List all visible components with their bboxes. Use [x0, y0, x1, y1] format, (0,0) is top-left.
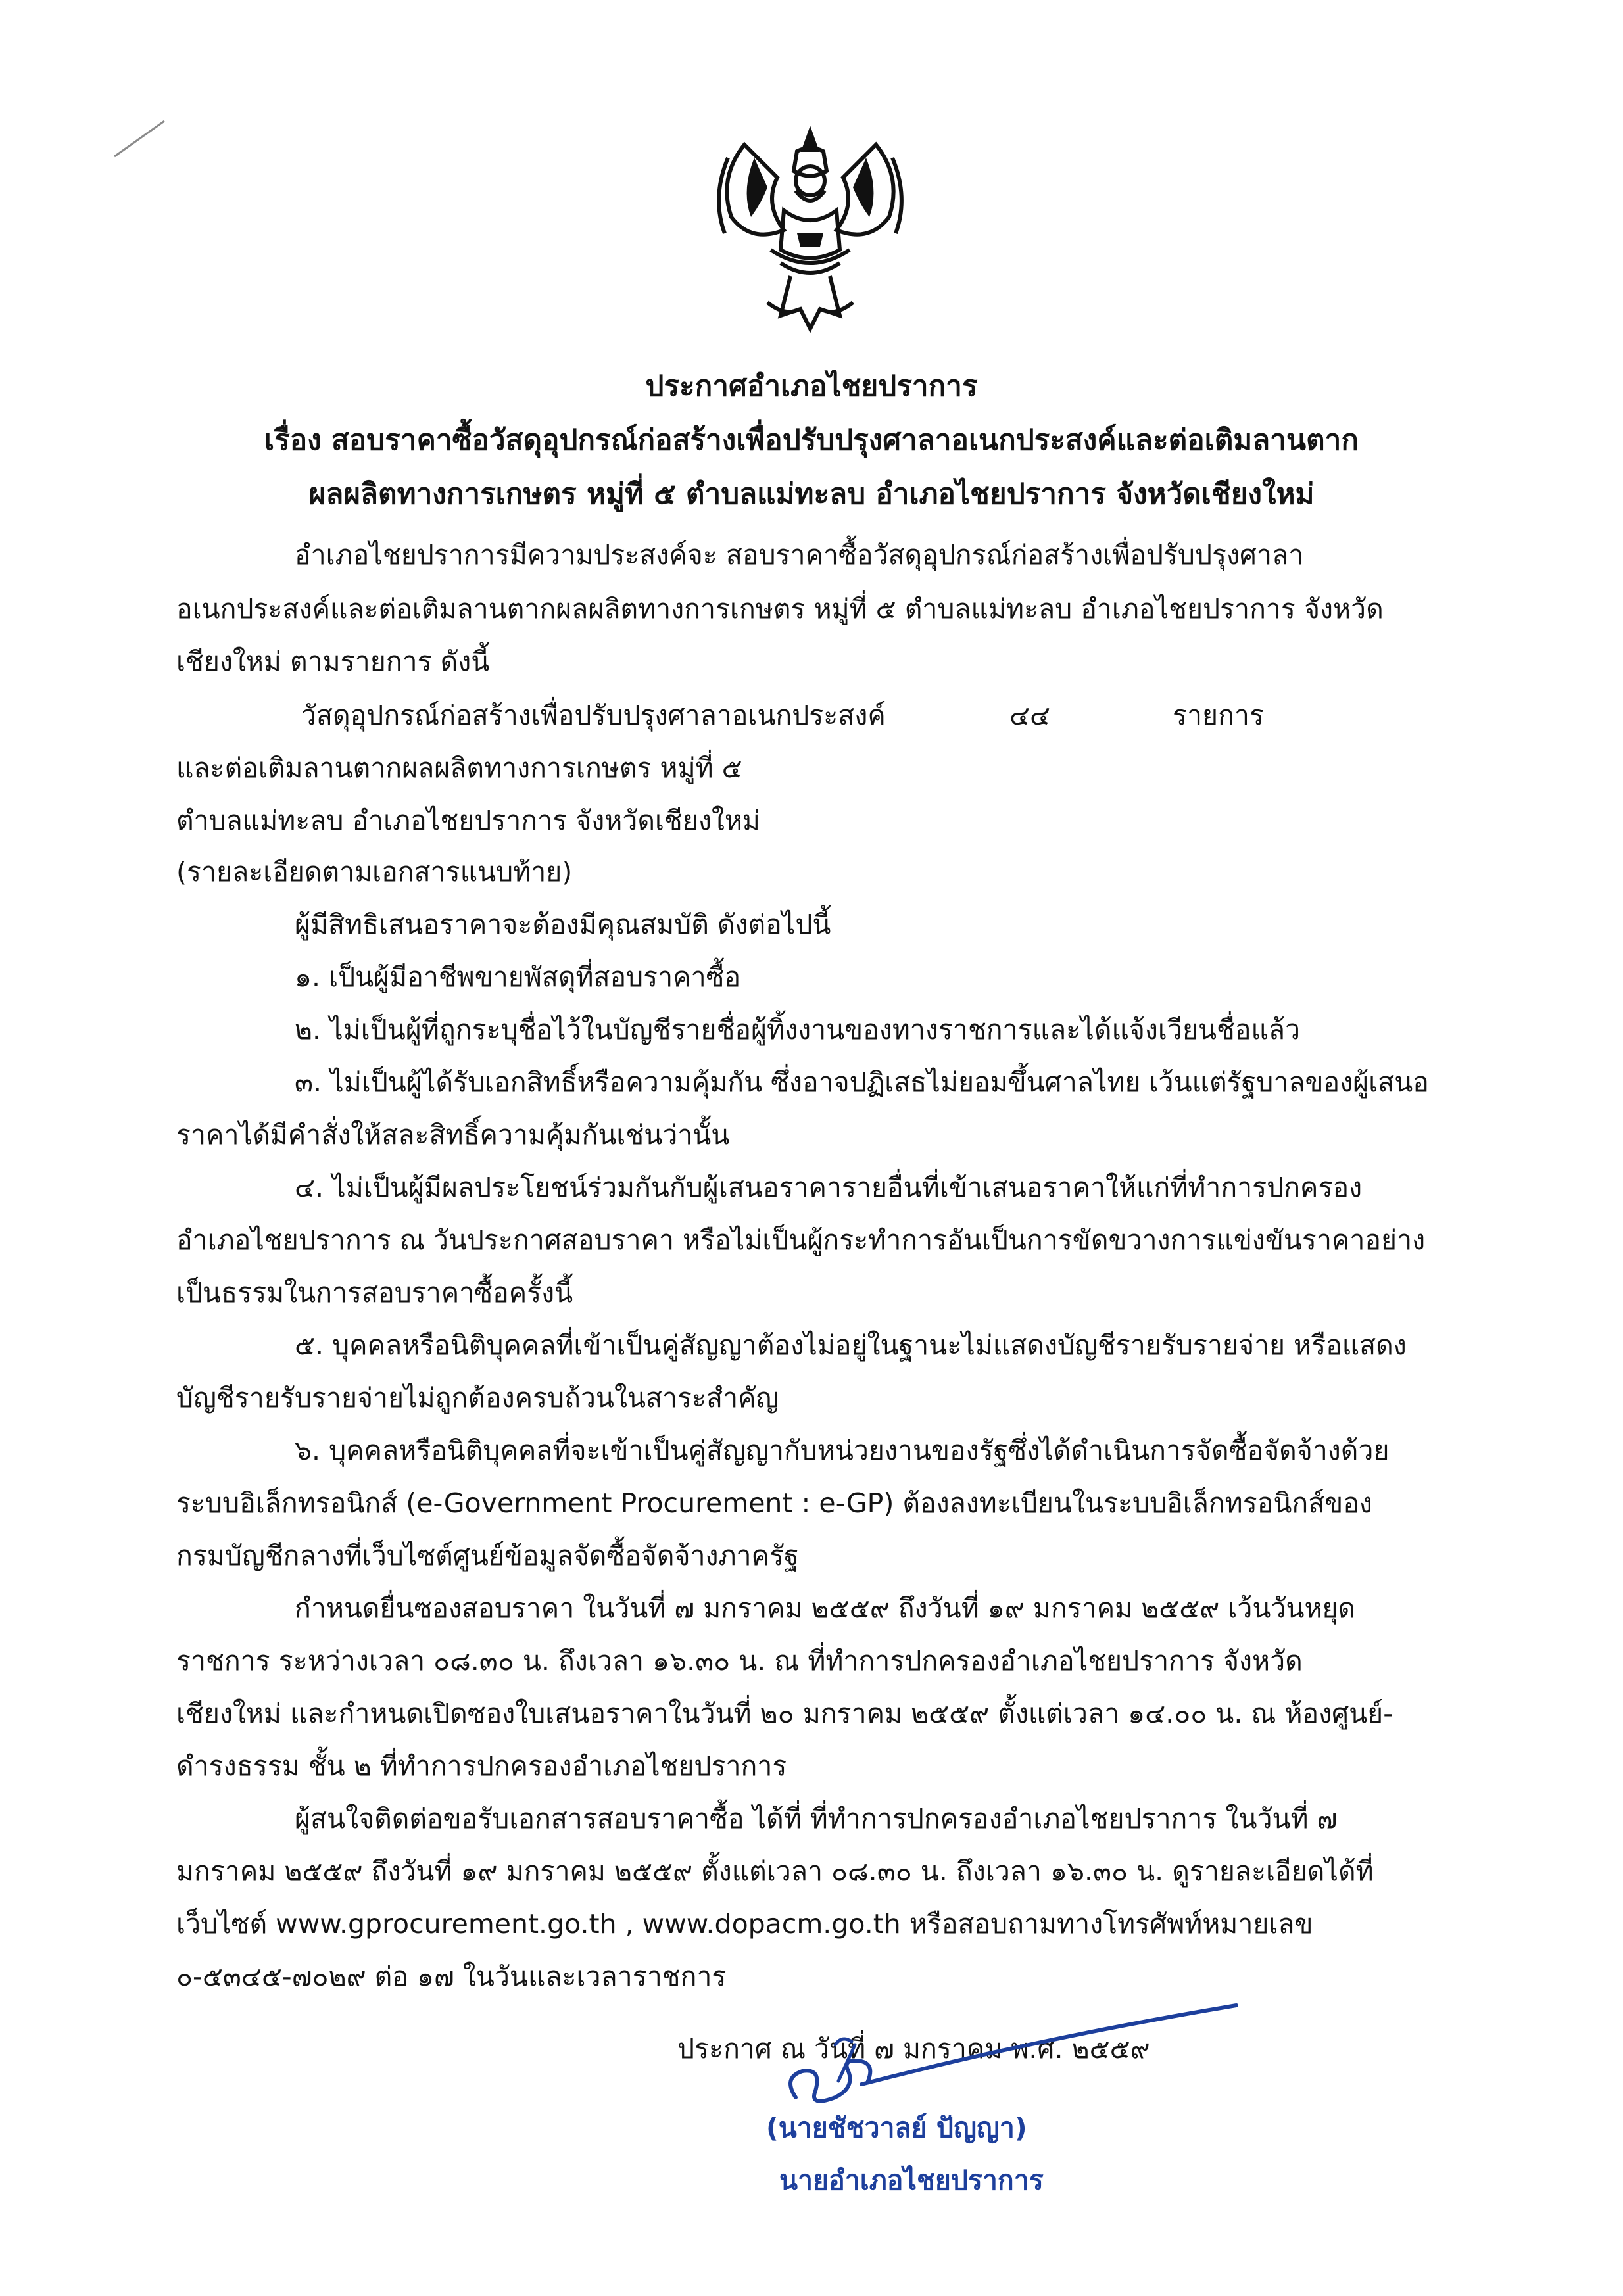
pen-stroke-mark: [110, 116, 170, 162]
intro-line: อำเภอไชยปราการมีความประสงค์จะ สอบราคาซื้อวัสดุอุปกรณ์ก่อสร้างเพื่อปรับปรุงศาลา: [295, 539, 1304, 571]
signer-title: นายอำเภอไชยปราการ: [779, 2164, 1044, 2196]
announcement-title: ประกาศอำเภอไชยปราการ: [645, 370, 978, 403]
item-name: วัสดุอุปกรณ์ก่อสร้างเพื่อปรับปรุงศาลาอเนกประสงค์: [301, 700, 886, 731]
announcement-subject-line-2: ผลผลิตทางการเกษตร หมู่ที่ ๕ ตำบลแม่ทะลบ อำเภอไชยปราการ จังหวัดเชียงใหม่: [308, 477, 1315, 511]
contact-line: ผู้สนใจติดต่อขอรับเอกสารสอบราคาซื้อ ได้ที่ ที่ทำการปกครองอำเภอไชยปราการ ในวันที่ ๗: [295, 1803, 1338, 1834]
announcement-date: ประกาศ ณ วันที่ ๗ มกราคม พ.ศ. ๒๕๕๙: [677, 2033, 1150, 2065]
qualifications-intro: ผู้มีสิทธิเสนอราคาจะต้องมีคุณสมบัติ ดังต่อไปนี้: [295, 909, 831, 940]
qualification-item: ๕. บุคคลหรือนิติบุคคลที่เข้าเป็นคู่สัญญาต้องไม่อยู่ในฐานะไม่แสดงบัญชีรายรับรายจ่าย หรือแสดง: [295, 1329, 1407, 1361]
signer-name: (นายชัชวาลย์ ปัญญา): [766, 2112, 1027, 2143]
qualification-item: ๑. เป็นผู้มีอาชีพขายพัสดุที่สอบราคาซื้อ: [295, 961, 741, 993]
schedule-line: กำหนดยื่นซองสอบราคา ในวันที่ ๗ มกราคม ๒๕๕๙ ถึงวันที่ ๑๙ มกราคม ๒๕๕๙ เว้นวันหยุด: [295, 1592, 1356, 1624]
item-unit: รายการ: [1173, 700, 1264, 731]
qualification-item: ระบบอิเล็กทรอนิกส์ (e-Government Procurement : e-GP) ต้องลงทะเบียนในระบบอิเล็กทรอนิกส์ของ: [176, 1487, 1372, 1519]
qualification-item: ๖. บุคคลหรือนิติบุคคลที่จะเข้าเป็นคู่สัญญากับหน่วยงานของรัฐซึ่งได้ดำเนินการจัดซื้อจัดจ้างด้วย: [295, 1435, 1390, 1466]
handwritten-signature: [776, 1999, 1249, 2117]
qualification-item: บัญชีรายรับรายจ่ายไม่ถูกต้องครบถ้วนในสาระสำคัญ: [176, 1382, 779, 1414]
qualification-item: อำเภอไชยปราการ ณ วันประกาศสอบราคา หรือไม่เป็นผู้กระทำการอันเป็นการขัดขวางการแข่งขันราคาอย่าง: [176, 1224, 1426, 1256]
qualification-item: ราคาได้มีคำสั่งให้สละสิทธิ์ความคุ้มกันเช่นว่านั้น: [176, 1119, 730, 1151]
schedule-line: เชียงใหม่ และกำหนดเปิดซองใบเสนอราคาในวันที่ ๒๐ มกราคม ๒๕๕๙ ตั้งแต่เวลา ๑๔.๐๐ น. ณ ห้องศูนย์-: [176, 1698, 1393, 1729]
qualification-item: ๒. ไม่เป็นผู้ที่ถูกระบุชื่อไว้ในบัญชีรายชื่อผู้ทิ้งงานของทางราชการและได้แจ้งเวียนชื่อแล้ว: [295, 1014, 1301, 1045]
contact-line: มกราคม ๒๕๕๙ ถึงวันที่ ๑๙ มกราคม ๒๕๕๙ ตั้งแต่เวลา ๐๘.๓๐ น. ถึงเวลา ๑๖.๓๐ น. ดูรายละเอียดได้ที่: [176, 1855, 1374, 1887]
qualification-item: ๔. ไม่เป็นผู้มีผลประโยชน์ร่วมกันกับผู้เสนอราคารายอื่นที่เข้าเสนอราคาให้แก่ที่ทำการปกครอง: [295, 1172, 1363, 1203]
schedule-line: ราชการ ระหว่างเวลา ๐๘.๓๐ น. ถึงเวลา ๑๖.๓๐ น. ณ ที่ทำการปกครองอำเภอไชยปราการ จังหวัด: [176, 1645, 1303, 1677]
intro-line: อเนกประสงค์และต่อเติมลานตากผลผลิตทางการเกษตร หมู่ที่ ๕ ตำบลแม่ทะลบ อำเภอไชยปราการ จังหวัด: [176, 593, 1384, 625]
item-quantity: ๔๔: [1009, 700, 1051, 731]
contact-line: ๐-๕๓๔๕-๗๐๒๙ ต่อ ๑๗ ในวันและเวลาราชการ: [176, 1961, 727, 1992]
item-note: (รายละเอียดตามเอกสารแนบท้าย): [176, 856, 573, 888]
garuda-emblem-icon: [705, 118, 915, 342]
qualification-item: กรมบัญชีกลางที่เว็บไซต์ศูนย์ข้อมูลจัดซื้อจัดจ้างภาครัฐ: [176, 1540, 799, 1571]
announcement-subject-line-1: เรื่อง สอบราคาซื้อวัสดุอุปกรณ์ก่อสร้างเพื่อปรับปรุงศาลาอเนกประสงค์และต่อเติมลานตาก: [264, 423, 1359, 457]
schedule-line: ดำรงธรรม ชั้น ๒ ที่ทำการปกครองอำเภอไชยปราการ: [176, 1750, 787, 1782]
intro-line: เชียงใหม่ ตามรายการ ดังนี้: [176, 646, 490, 677]
item-name: ตำบลแม่ทะลบ อำเภอไชยปราการ จังหวัดเชียงใหม่: [176, 805, 760, 836]
qualification-item: ๓. ไม่เป็นผู้ได้รับเอกสิทธิ์หรือความคุ้มกัน ซึ่งอาจปฏิเสธไม่ยอมขึ้นศาลไทย เว้นแต่รัฐบาลของผู้เสนอ: [295, 1066, 1429, 1098]
qualification-item: เป็นธรรมในการสอบราคาซื้อครั้งนี้: [176, 1277, 573, 1308]
contact-line: เว็บไซต์ www.gprocurement.go.th , www.dopacm.go.th หรือสอบถามทางโทรศัพท์หมายเลข: [176, 1908, 1313, 1940]
item-name: และต่อเติมลานตากผลผลิตทางการเกษตร หมู่ที่ ๕: [176, 752, 742, 784]
